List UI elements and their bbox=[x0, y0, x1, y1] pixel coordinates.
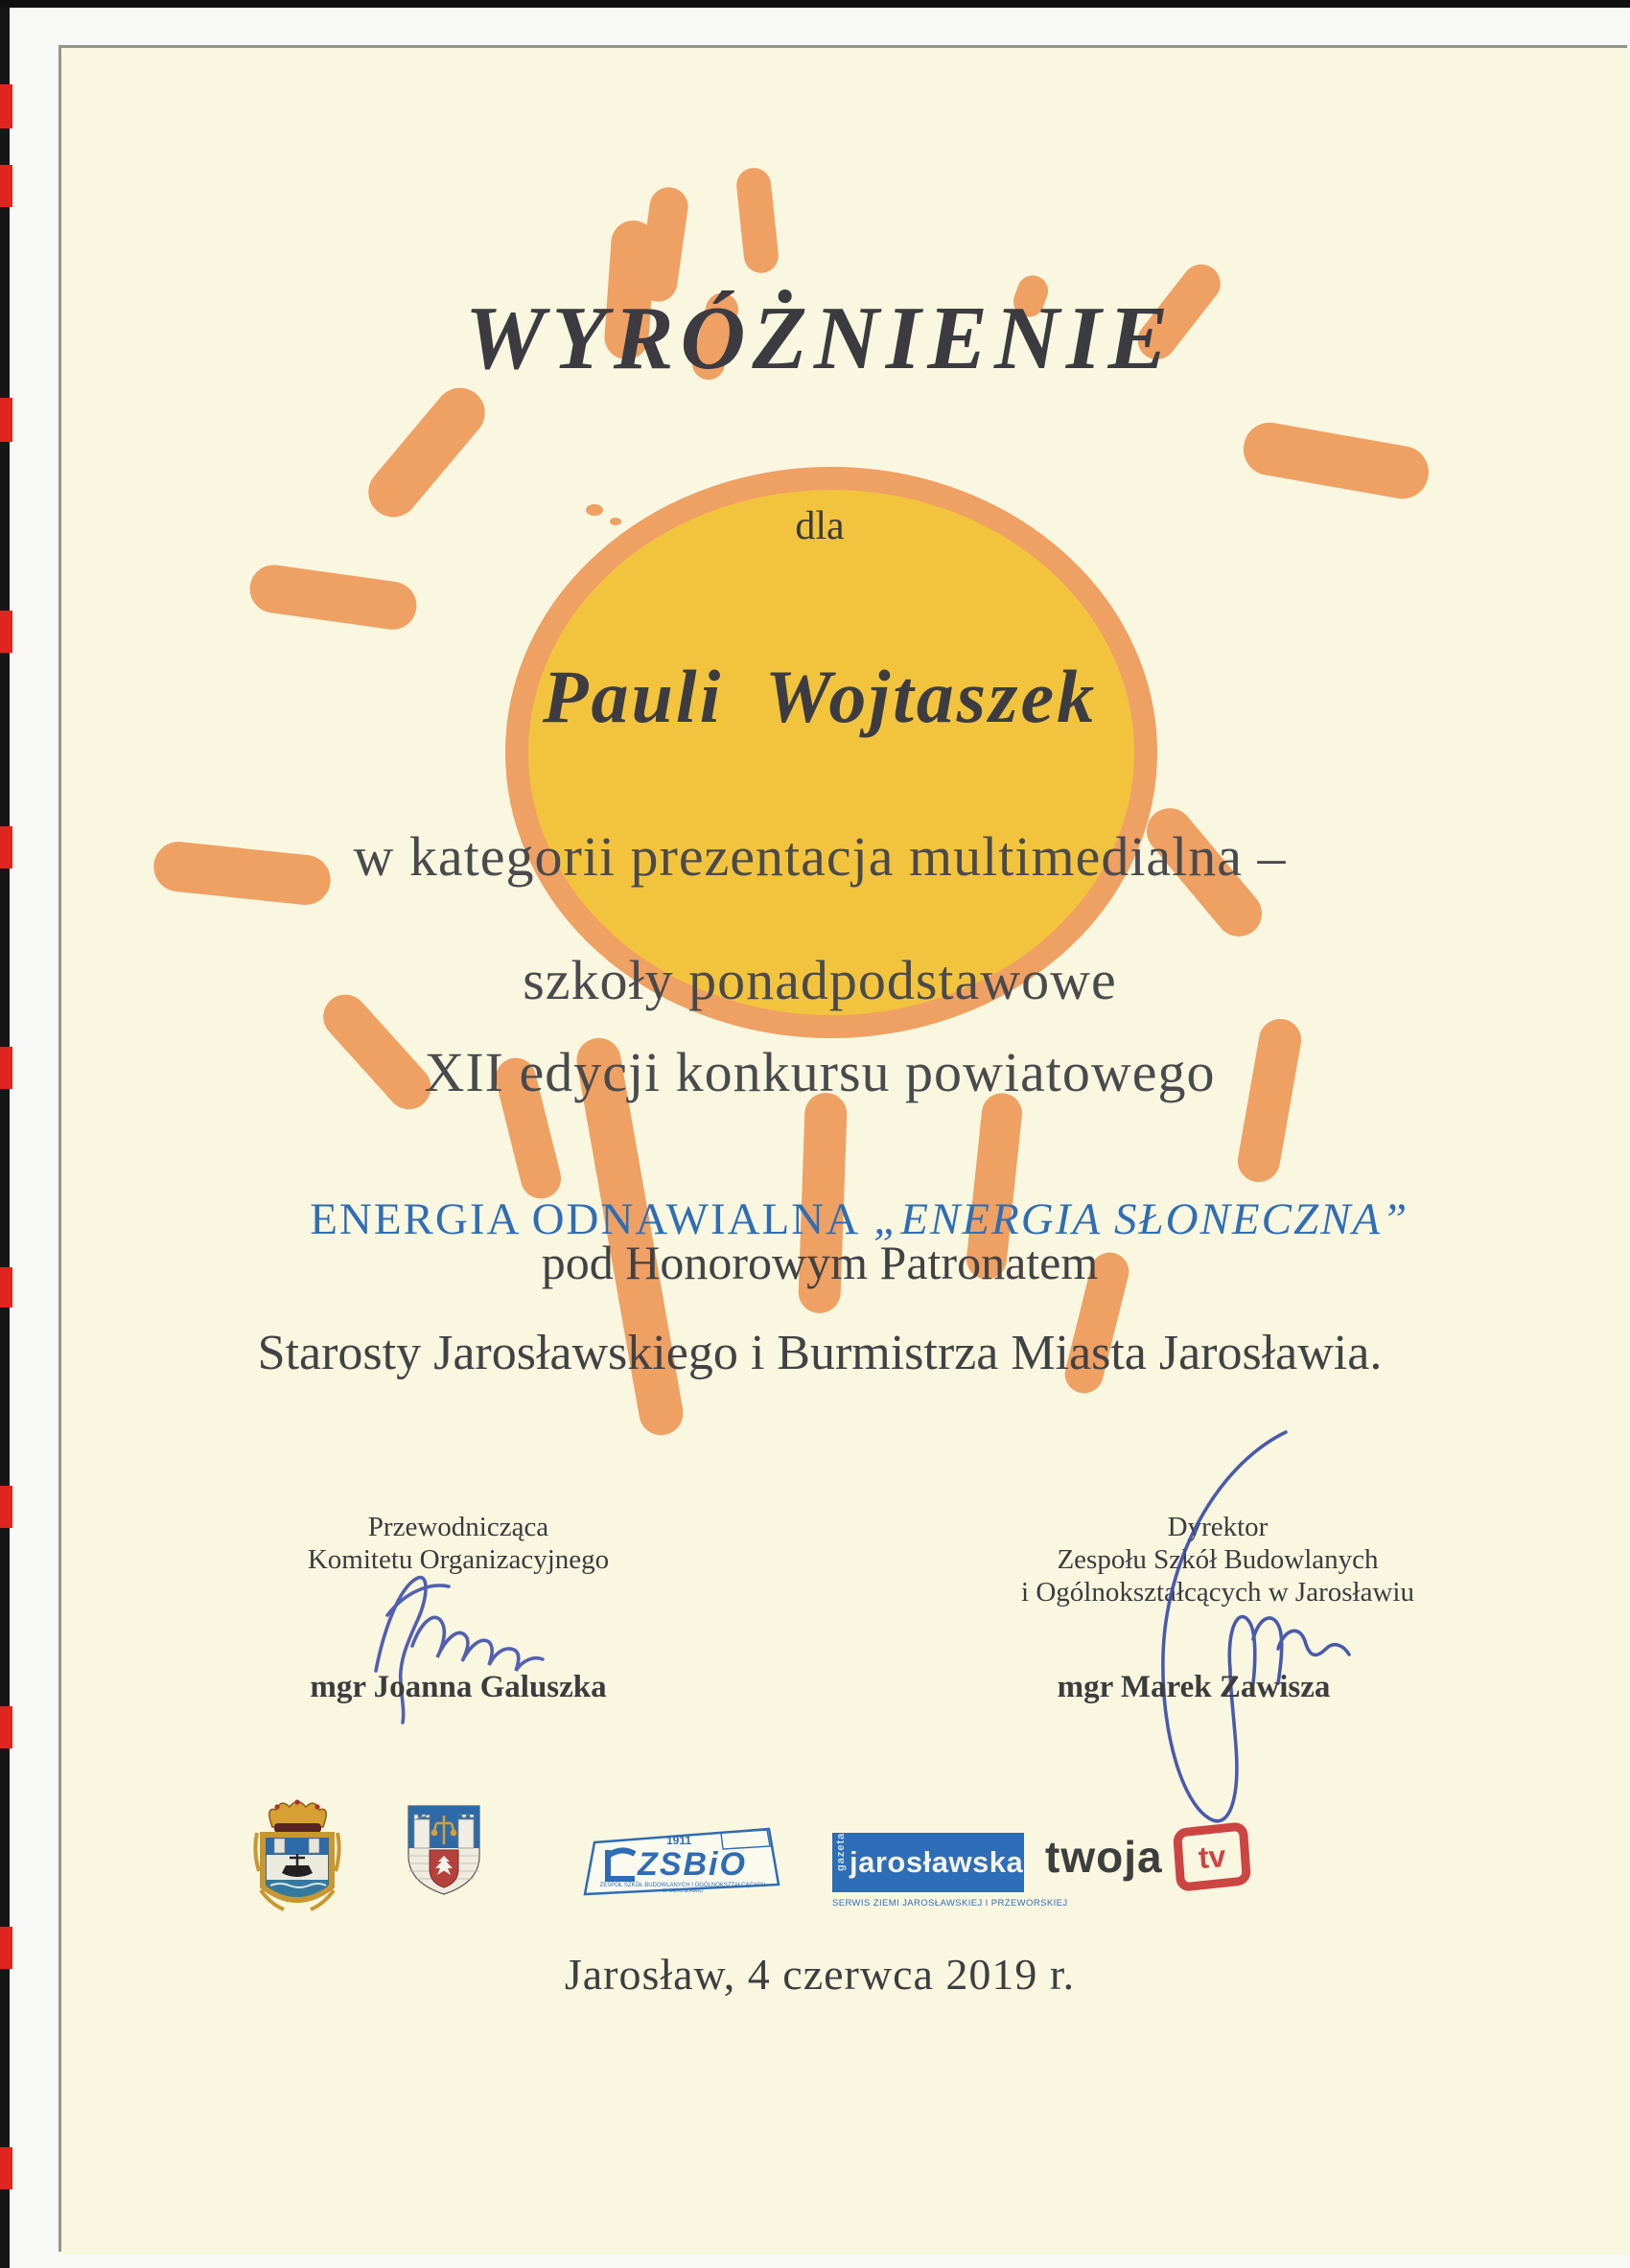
contest-name-quoted: „ENERGIA SŁONECZNA” bbox=[873, 1194, 1409, 1244]
gazeta-jaroslawska-logo bbox=[832, 1832, 1068, 1909]
recipient-name: Pauli Wojtaszek bbox=[542, 655, 1098, 738]
patronage-line-2: Starosty Jarosławskiego i Burmistrza Miasta Jarosławia. bbox=[257, 1326, 1383, 1380]
zsbio-subtext-1: ZESPÓŁ SZKÓŁ BUDOWLANYCH I OGÓLNOKSZTAŁCĄCYCH bbox=[599, 1883, 766, 1888]
scan-edge-mark bbox=[0, 1486, 12, 1528]
scan-top-border bbox=[0, 0, 1630, 8]
scan-edge-mark bbox=[0, 1267, 12, 1308]
left-signer-role-line-1: Przewodnicząca bbox=[367, 1512, 549, 1542]
jaroslaw-county-coat-of-arms bbox=[251, 1794, 343, 1917]
scan-edge-mark bbox=[0, 1927, 12, 1969]
logo-row bbox=[61, 1791, 1630, 1934]
contest-name-prefix: ENERGIA ODNAWIALNA bbox=[310, 1194, 861, 1244]
category-line-1: w kategorii prezentacja multimedialna – bbox=[353, 825, 1287, 888]
left-signer-role-line-2: Komitetu Organizacyjnego bbox=[307, 1544, 610, 1576]
place-and-date: Jarosław, 4 czerwca 2019 r. bbox=[564, 1950, 1076, 1999]
twoja-tv-logo bbox=[1045, 1825, 1249, 1888]
right-signer-role-line-2: Zespołu Szkół Budowlanych bbox=[1057, 1544, 1379, 1576]
zsbio-acronym: ZSBiO bbox=[638, 1846, 747, 1883]
edition-line: XII edycji konkursu powiatowego bbox=[424, 1041, 1216, 1103]
certificate-title: WYRÓŻNIENIE bbox=[464, 289, 1176, 388]
for-label: dla bbox=[795, 504, 845, 548]
gazeta-logo-box bbox=[832, 1833, 1024, 1892]
scan-edge-mark bbox=[0, 84, 12, 128]
scan-edge-mark bbox=[0, 398, 12, 442]
scan-edge-mark bbox=[0, 826, 12, 868]
right-signer-name: mgr Marek Zawisza bbox=[1057, 1670, 1331, 1704]
category-line-2: szkoły ponadpodstawowe bbox=[523, 949, 1117, 1011]
right-signer-role-line-1: Dyrektor bbox=[1167, 1512, 1269, 1542]
jaroslaw-city-coat-of-arms bbox=[404, 1802, 484, 1898]
left-signer-name: mgr Joanna Galuszka bbox=[310, 1670, 607, 1704]
right-signer-role-line-3: i Ogólnokształcących w Jarosławiu bbox=[1021, 1577, 1414, 1608]
tv-badge-label: tv bbox=[1197, 1838, 1226, 1875]
gazeta-logo-subtext: SERWIS ZIEMI JAROSŁAWSKIEJ I PRZEWORSKIEJ bbox=[832, 1898, 1068, 1909]
right-signature-handwriting bbox=[1121, 1419, 1418, 1840]
certificate-paper bbox=[61, 48, 1630, 2255]
gazeta-logo-name: jarosławska bbox=[850, 1845, 1024, 1879]
scan-edge-mark bbox=[0, 2147, 12, 2189]
patronage-line-1: pod Honorowym Patronatem bbox=[541, 1236, 1099, 1289]
sun-disc bbox=[517, 478, 1146, 1027]
zsbio-year: 1911 bbox=[665, 1834, 692, 1847]
gazeta-vertical-label: gazeta bbox=[835, 1832, 847, 1871]
scan-edge-mark bbox=[0, 165, 12, 207]
tv-screen-icon bbox=[1172, 1821, 1250, 1892]
scan-edge-mark bbox=[0, 1047, 12, 1089]
zsbio-subtext-2: W JAROSŁAWIU bbox=[662, 1888, 704, 1894]
zsbio-school-logo bbox=[579, 1821, 786, 1923]
scan-edge-mark bbox=[0, 611, 12, 653]
twoja-tv-wordmark: twoja bbox=[1045, 1832, 1163, 1882]
scan-edge-mark bbox=[0, 1706, 12, 1748]
